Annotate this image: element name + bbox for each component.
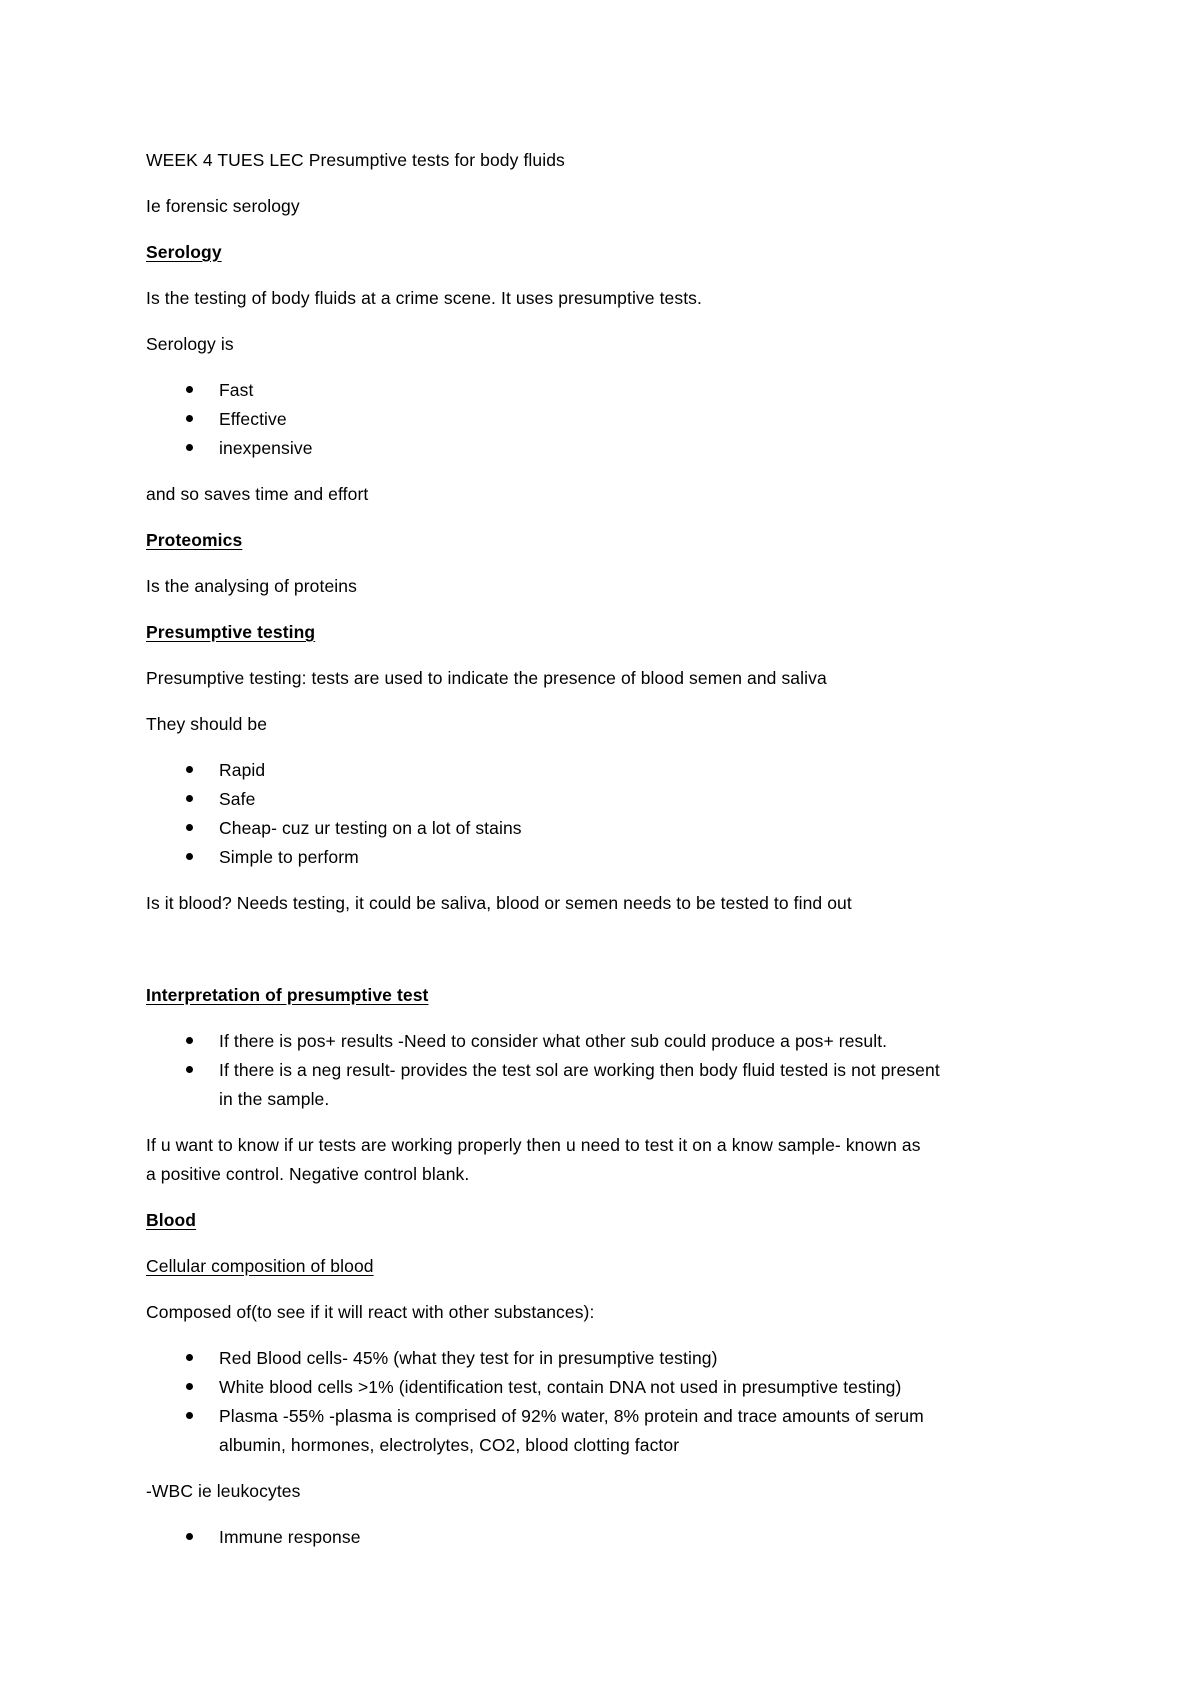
wbc-line: -WBC ie leukocytes (146, 1481, 301, 1501)
list-item: White blood cells >1% (identification test, contain DNA not used in presumptive testing) (219, 1377, 902, 1397)
serology-heading: Serology (146, 242, 222, 262)
control-paragraph-line: a positive control. Negative control blank. (146, 1164, 470, 1184)
document-subtitle: Ie forensic serology (146, 196, 300, 216)
bullet-icon (186, 853, 193, 860)
control-paragraph-line: If u want to know if ur tests are working properly then u need to test it on a know sample- known as (146, 1135, 921, 1155)
presumptive-testing-heading: Presumptive testing (146, 622, 316, 642)
saves-time-text: and so saves time and effort (146, 484, 369, 504)
bullet-icon (186, 1412, 193, 1419)
bullet-icon (186, 386, 193, 393)
bullet-icon (186, 824, 193, 831)
list-item: Safe (219, 789, 256, 809)
they-should-be-label: They should be (146, 714, 268, 734)
serology-is-label: Serology is (146, 334, 234, 354)
bullet-icon (186, 1533, 193, 1540)
presumptive-testing-definition: Presumptive testing: tests are used to indicate the presence of blood semen and saliva (146, 668, 827, 688)
list-item-continuation: albumin, hormones, electrolytes, CO2, blood clotting factor (219, 1435, 680, 1455)
bullet-icon (186, 1066, 193, 1073)
bullet-icon (186, 415, 193, 422)
bullet-icon (186, 1037, 193, 1044)
list-item: If there is pos+ results -Need to consider what other sub could produce a pos+ result. (219, 1031, 888, 1051)
list-item: inexpensive (219, 438, 313, 458)
list-item: Effective (219, 409, 287, 429)
blood-heading: Blood (146, 1210, 197, 1230)
list-item: If there is a neg result- provides the test sol are working then body fluid tested is not present (219, 1060, 940, 1080)
list-item: Plasma -55% -plasma is comprised of 92% water, 8% protein and trace amounts of serum (219, 1406, 924, 1426)
list-item: Fast (219, 380, 254, 400)
bullet-icon (186, 795, 193, 802)
list-item-continuation: in the sample. (219, 1089, 330, 1109)
is-it-blood-text: Is it blood? Needs testing, it could be saliva, blood or semen needs to be tested to find out (146, 893, 852, 913)
bullet-icon (186, 1354, 193, 1361)
list-item: Rapid (219, 760, 266, 780)
proteomics-definition: Is the analysing of proteins (146, 576, 357, 596)
bullet-icon (186, 444, 193, 451)
list-item: Red Blood cells- 45% (what they test for in presumptive testing) (219, 1348, 718, 1368)
list-item: Cheap- cuz ur testing on a lot of stains (219, 818, 522, 838)
bullet-icon (186, 766, 193, 773)
document-title: WEEK 4 TUES LEC Presumptive tests for body fluids (146, 150, 565, 170)
bullet-icon (186, 1383, 193, 1390)
cellular-composition-heading: Cellular composition of blood (146, 1256, 374, 1276)
interpretation-heading: Interpretation of presumptive test (146, 985, 429, 1005)
list-item: Simple to perform (219, 847, 359, 867)
composed-of-text: Composed of(to see if it will react with other substances): (146, 1302, 595, 1322)
serology-definition: Is the testing of body fluids at a crime scene. It uses presumptive tests. (146, 288, 702, 308)
proteomics-heading: Proteomics (146, 530, 243, 550)
list-item: Immune response (219, 1527, 361, 1547)
